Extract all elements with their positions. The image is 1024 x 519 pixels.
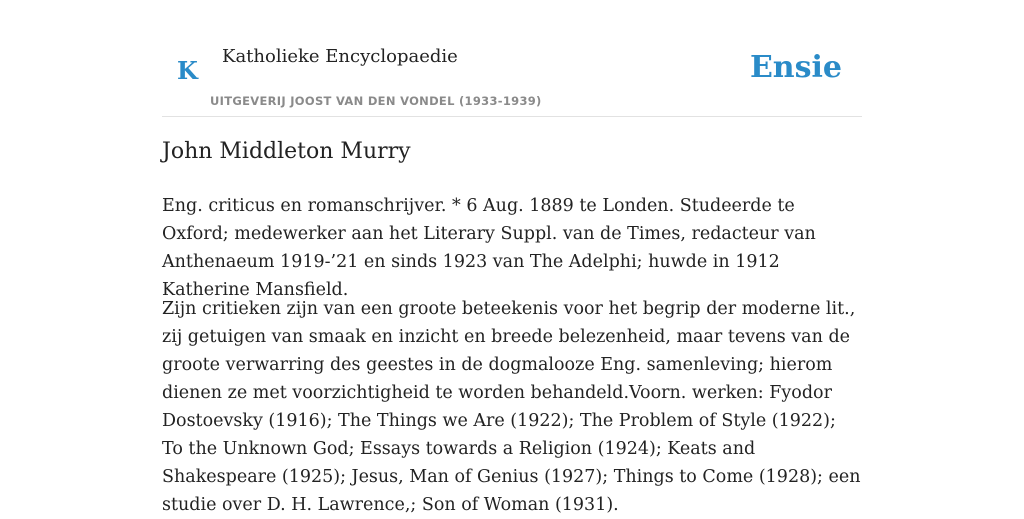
publisher-subtitle: UITGEVERIJ JOOST VAN DEN VONDEL (1933-1939) [210,94,542,108]
article-title: John Middleton Murry [162,139,411,164]
site-header [162,0,862,117]
site-title[interactable]: Katholieke Encyclopaedie [222,46,458,67]
article-paragraph: Zijn critieken zijn van een groote beteekenis voor het begrip der moderne lit., zij getuigen van smaak en inzicht en breede belezenheid, maar tevens van de groote verwarring des geestes in de dogmalooze Eng. samenleving; hierom dienen ze met voorzichtigheid te worden behandeld.Voorn. werken: Fyodor Dostoevsky (1916); The Things we Are (1922); The Problem of Style (1922); To the Unknown God; Essays towards a Religion (1924); Keats and Shakespeare (1925); Jesus, Man of Genius (1927); Things to Come (1928); een studie over D. H. Lawrence,; Son of Woman (1931). [162,299,861,515]
site-logo[interactable]: K [177,56,198,85]
ensie-brand-link[interactable]: Ensie [749,50,842,85]
article-paragraph: Eng. criticus en romanschrijver. * 6 Aug. 1889 te Londen. Studeerde te Oxford; medewerker aan het Literary Suppl. van de Times, redacteur van Anthenaeum 1919-’21 en sinds 1923 van The Adelphi; huwde in 1912 Katherine Mansfield. [162,196,816,300]
